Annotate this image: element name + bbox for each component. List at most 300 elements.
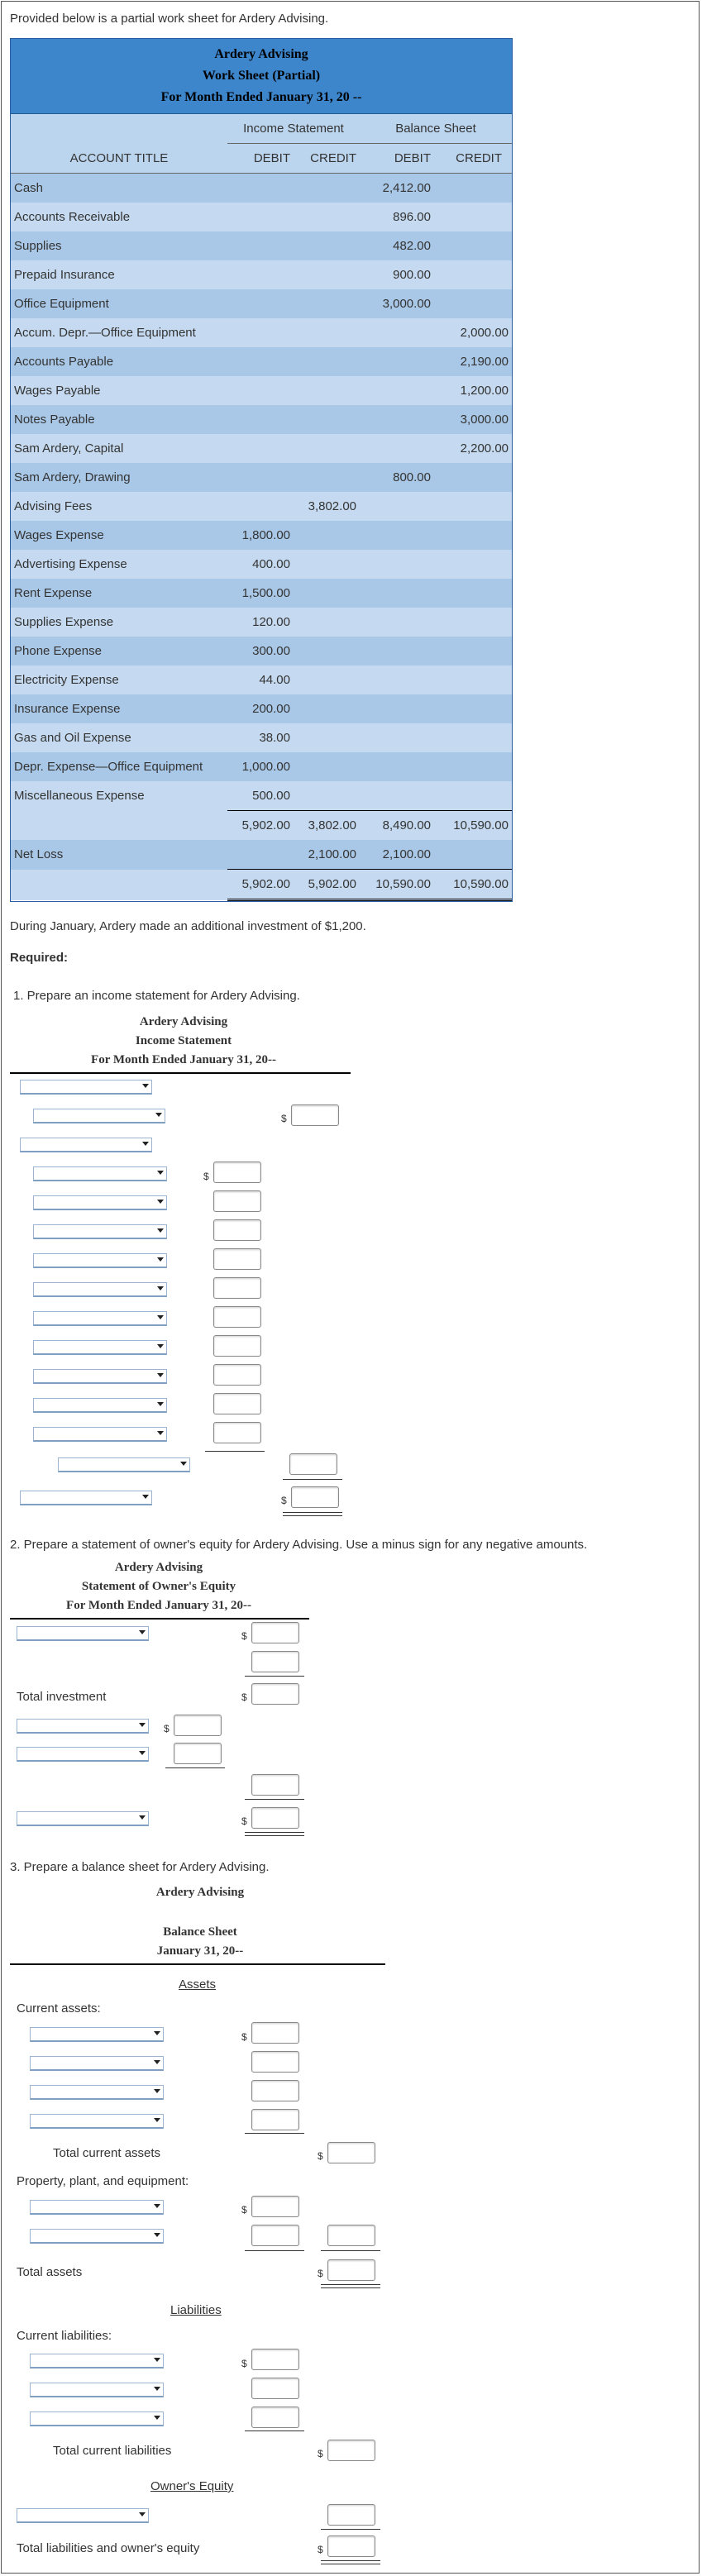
- is-credit-cell: 3,802.00: [294, 492, 360, 521]
- expense-amount-input[interactable]: [213, 1162, 261, 1183]
- bs-credit-cell: [434, 174, 512, 203]
- account-title-cell: Office Equipment: [11, 289, 227, 318]
- total-liab-oe-label: Total liabilities and owner's equity: [17, 2541, 200, 2555]
- is-credit-cell: [294, 174, 360, 203]
- net-loss-row: [11, 840, 512, 870]
- rule-line: [205, 1451, 265, 1452]
- bs-credit-cell: [434, 463, 512, 492]
- capital-ending-dropdown[interactable]: [17, 1811, 149, 1826]
- worksheet-header: [11, 39, 512, 114]
- account-title-cell: Accounts Receivable: [11, 203, 227, 231]
- q3-date: January 31, 20--: [156, 1944, 244, 1958]
- q2-title: Statement of Owner's Equity: [81, 1580, 236, 1593]
- worksheet-row: [11, 608, 512, 637]
- bs-credit-cell: 2,200.00: [434, 434, 512, 463]
- total-liab-oe-input[interactable]: [327, 2535, 375, 2557]
- is-credit-cell: [294, 579, 360, 608]
- bs-credit-total: 10,590.00: [434, 811, 512, 841]
- is-credit-cell: [294, 550, 360, 579]
- expense-account-dropdown[interactable]: [33, 1398, 167, 1413]
- dollar-sign: $: [318, 2544, 323, 2555]
- expense-amount-input[interactable]: [213, 1248, 261, 1270]
- is-debit-cell: 38.00: [227, 723, 294, 752]
- expense-amount-input[interactable]: [213, 1364, 261, 1386]
- capital-beginning-dropdown[interactable]: [17, 1626, 149, 1641]
- current-liability-input[interactable]: [251, 2407, 299, 2428]
- bs-debit-cell: 482.00: [360, 231, 434, 260]
- total-current-assets-label: Total current assets: [53, 2146, 161, 2160]
- is-credit-cell: [294, 318, 360, 347]
- bs-credit-cell: 1,200.00: [434, 376, 512, 405]
- worksheet-row: [11, 550, 512, 579]
- bs-credit-final: 10,590.00: [434, 870, 512, 900]
- worksheet-row: [11, 463, 512, 492]
- bs-debit-cell: [360, 434, 434, 463]
- bs-debit-cell: [360, 694, 434, 723]
- bs-debit-cell: 900.00: [360, 260, 434, 289]
- chevron-down-icon: [157, 1315, 164, 1319]
- chevron-down-icon: [154, 2060, 160, 2064]
- worksheet-row: [11, 752, 512, 781]
- chevron-down-icon: [157, 1431, 164, 1435]
- revenue-account-dropdown[interactable]: [33, 1109, 165, 1123]
- bs-credit-cell: [434, 521, 512, 550]
- q2-period: For Month Ended January 31, 20--: [66, 1599, 251, 1612]
- bs-credit-cell: [434, 665, 512, 694]
- worksheet-company: Ardery Advising: [214, 47, 308, 61]
- expense-account-dropdown[interactable]: [33, 1224, 167, 1239]
- worksheet-row: [11, 492, 512, 521]
- is-debit-cell: 1,500.00: [227, 579, 294, 608]
- total-current-liabilities-input[interactable]: [327, 2440, 375, 2461]
- bs-credit-cell: [434, 231, 512, 260]
- net-loss-is-credit: 2,100.00: [294, 840, 360, 870]
- current-liability-input[interactable]: [251, 2378, 299, 2399]
- chevron-down-icon: [157, 1344, 164, 1348]
- current-liability-dropdown[interactable]: [30, 2411, 164, 2426]
- expense-amount-input[interactable]: [213, 1277, 261, 1299]
- is-credit-header: CREDIT: [294, 144, 360, 174]
- is-debit-cell: [227, 463, 294, 492]
- expense-account-dropdown[interactable]: [33, 1195, 167, 1210]
- current-liabilities-label: Current liabilities:: [17, 2329, 112, 2343]
- bs-credit-cell: 3,000.00: [434, 405, 512, 434]
- chevron-down-icon: [157, 1286, 164, 1290]
- is-debit-cell: [227, 260, 294, 289]
- is-debit-cell: 1,800.00: [227, 521, 294, 550]
- bs-credit-cell: [434, 492, 512, 521]
- is-debit-cell: 500.00: [227, 781, 294, 811]
- account-title-cell: Sam Ardery, Drawing: [11, 463, 227, 492]
- bs-credit-cell: [434, 550, 512, 579]
- is-debit-total: 5,902.00: [227, 811, 294, 841]
- chevron-down-icon: [157, 1257, 164, 1262]
- total-assets-input[interactable]: [327, 2259, 375, 2281]
- bs-debit-cell: [360, 608, 434, 637]
- expense-amount-input[interactable]: [213, 1190, 261, 1212]
- is-debit-cell: [227, 289, 294, 318]
- is-credit-cell: [294, 521, 360, 550]
- drawing-dropdown[interactable]: [17, 1747, 149, 1762]
- is-debit-cell: [227, 174, 294, 203]
- q1-period: For Month Ended January 31, 20--: [91, 1053, 276, 1066]
- bs-credit-cell: [434, 781, 512, 811]
- ppe-label: Property, plant, and equipment:: [17, 2174, 189, 2188]
- bs-credit-cell: [434, 579, 512, 608]
- required-label: Required:: [10, 951, 69, 965]
- chevron-down-icon: [154, 2358, 160, 2362]
- dollar-sign: $: [241, 1691, 247, 1703]
- is-credit-cell: [294, 781, 360, 811]
- worksheet-row: [11, 174, 512, 203]
- current-asset-input[interactable]: [251, 2022, 299, 2044]
- current-asset-dropdown[interactable]: [30, 2085, 164, 2100]
- investment-note: During January, Ardery made an additional investment of $1,200.: [10, 919, 366, 933]
- worksheet-period: For Month Ended January 31, 20 --: [160, 90, 362, 104]
- current-liability-dropdown[interactable]: [30, 2354, 164, 2368]
- is-credit-cell: [294, 231, 360, 260]
- net-income-loss-dropdown[interactable]: [20, 1491, 152, 1505]
- blank-cell: [11, 811, 227, 841]
- bs-debit-cell: [360, 347, 434, 376]
- bs-debit-cell: [360, 318, 434, 347]
- rule-line: [245, 2133, 304, 2134]
- expense-amount-input[interactable]: [213, 1219, 261, 1241]
- bs-debit-final: 10,590.00: [360, 870, 434, 900]
- current-liability-dropdown[interactable]: [30, 2383, 164, 2397]
- bs-credit-cell: [434, 260, 512, 289]
- current-asset-dropdown[interactable]: [30, 2027, 164, 2042]
- account-title-cell: Cash: [11, 174, 227, 203]
- dollar-sign: $: [241, 2204, 247, 2216]
- accum-depr-dropdown[interactable]: [30, 2229, 164, 2244]
- total-assets-label: Total assets: [17, 2265, 83, 2279]
- is-debit-cell: [227, 405, 294, 434]
- worksheet: [10, 38, 513, 902]
- worksheet-row: [11, 347, 512, 376]
- is-credit-total: 3,802.00: [294, 811, 360, 841]
- chevron-down-icon: [139, 1630, 146, 1634]
- rule-line: [245, 1676, 304, 1677]
- is-debit-cell: 400.00: [227, 550, 294, 579]
- worksheet-row: [11, 203, 512, 231]
- is-credit-final: 5,902.00: [294, 870, 360, 900]
- rule-line: [321, 2529, 380, 2530]
- total-revenue-input[interactable]: [291, 1104, 339, 1126]
- chevron-down-icon: [155, 1113, 162, 1117]
- q3-prompt: 3. Prepare a balance sheet for Ardery Advising.: [10, 1860, 270, 1874]
- bs-debit-cell: [360, 405, 434, 434]
- total-investment-label: Total investment: [17, 1690, 107, 1704]
- double-rule-line: [245, 1832, 304, 1836]
- is-debit-cell: [227, 492, 294, 521]
- owners-equity-heading: Owner's Equity: [150, 2479, 234, 2493]
- is-credit-cell: [294, 463, 360, 492]
- dollar-sign: $: [241, 1815, 247, 1827]
- bs-debit-cell: [360, 550, 434, 579]
- chevron-down-icon: [154, 2118, 160, 2122]
- chevron-down-icon: [142, 1084, 149, 1088]
- account-title-cell: Supplies Expense: [11, 608, 227, 637]
- is-credit-cell: [294, 376, 360, 405]
- is-credit-cell: [294, 723, 360, 752]
- expense-account-dropdown[interactable]: [33, 1427, 167, 1442]
- net-loss-dropdown[interactable]: [17, 1719, 149, 1734]
- intro-text: Provided below is a partial work sheet for Ardery Advising.: [10, 12, 329, 26]
- q2-prompt: 2. Prepare a statement of owner's equity for Ardery Advising. Use a minus sign for any negative amounts.: [10, 1538, 588, 1552]
- expense-account-dropdown[interactable]: [33, 1369, 167, 1384]
- current-asset-input[interactable]: [251, 2080, 299, 2101]
- bs-debit-cell: 3,000.00: [360, 289, 434, 318]
- liabilities-heading: Liabilities: [170, 2303, 222, 2317]
- worksheet-row: [11, 723, 512, 752]
- worksheet-totals-row: [11, 811, 512, 841]
- chevron-down-icon: [154, 2233, 160, 2237]
- owner-capital-dropdown[interactable]: [17, 2508, 149, 2523]
- q1-title: Income Statement: [135, 1034, 232, 1047]
- net-loss-bs-debit: 2,100.00: [360, 840, 434, 870]
- is-debit-final: 5,902.00: [227, 870, 294, 900]
- dollar-sign: $: [164, 1723, 170, 1734]
- account-title-cell: Sam Ardery, Capital: [11, 434, 227, 463]
- dollar-sign: $: [241, 2358, 247, 2369]
- worksheet-row: [11, 781, 512, 811]
- chevron-down-icon: [142, 1495, 149, 1499]
- blank-cell: [434, 840, 512, 870]
- account-title-cell: Rent Expense: [11, 579, 227, 608]
- expense-amount-input[interactable]: [213, 1422, 261, 1443]
- assets-heading: Assets: [179, 1977, 217, 1992]
- net-income-loss-input[interactable]: [291, 1486, 339, 1508]
- expense-account-dropdown[interactable]: [33, 1282, 167, 1297]
- expenses-heading-dropdown[interactable]: [20, 1138, 152, 1152]
- bs-credit-cell: [434, 694, 512, 723]
- bs-debit-cell: [360, 723, 434, 752]
- chevron-down-icon: [154, 2416, 160, 2420]
- is-debit-cell: [227, 347, 294, 376]
- total-expenses-input[interactable]: [289, 1453, 337, 1475]
- q3-title: Balance Sheet: [163, 1925, 237, 1939]
- net-ppe-input[interactable]: [327, 2225, 375, 2246]
- is-debit-cell: [227, 203, 294, 231]
- bs-debit-total: 8,490.00: [360, 811, 434, 841]
- blank-cell: [227, 840, 294, 870]
- is-credit-cell: [294, 752, 360, 781]
- is-debit-cell: 300.00: [227, 637, 294, 665]
- rule-line: [321, 2250, 380, 2251]
- chevron-down-icon: [142, 1142, 149, 1146]
- is-credit-cell: [294, 434, 360, 463]
- account-title-cell: Notes Payable: [11, 405, 227, 434]
- decrease-capital-input[interactable]: [251, 1774, 299, 1796]
- worksheet-final-row: [11, 870, 512, 900]
- capital-beginning-input[interactable]: [251, 1622, 299, 1643]
- is-credit-cell: [294, 203, 360, 231]
- expense-amount-input[interactable]: [213, 1335, 261, 1357]
- current-asset-input[interactable]: [251, 2109, 299, 2130]
- bs-debit-cell: [360, 781, 434, 811]
- drawing-input[interactable]: [174, 1743, 222, 1764]
- bs-debit-cell: [360, 637, 434, 665]
- worksheet-row: [11, 231, 512, 260]
- is-debit-cell: [227, 376, 294, 405]
- is-debit-cell: 200.00: [227, 694, 294, 723]
- chevron-down-icon: [139, 1815, 146, 1820]
- bs-credit-cell: [434, 723, 512, 752]
- is-debit-cell: [227, 434, 294, 463]
- double-rule-line: [283, 1512, 342, 1516]
- current-liability-input[interactable]: [251, 2349, 299, 2370]
- chevron-down-icon: [157, 1402, 164, 1406]
- worksheet-row: [11, 318, 512, 347]
- chevron-down-icon: [139, 1751, 146, 1755]
- bs-debit-cell: [360, 376, 434, 405]
- account-title-cell: Phone Expense: [11, 637, 227, 665]
- expense-account-dropdown[interactable]: [33, 1253, 167, 1268]
- income-statement-header: Income Statement: [227, 114, 360, 144]
- accum-depr-input[interactable]: [251, 2225, 299, 2246]
- worksheet-group-header-row: [11, 114, 512, 144]
- bs-credit-cell: [434, 203, 512, 231]
- balance-sheet-header: Balance Sheet: [360, 114, 512, 144]
- current-asset-input[interactable]: [251, 2051, 299, 2073]
- is-debit-cell: 120.00: [227, 608, 294, 637]
- worksheet-row: [11, 665, 512, 694]
- bs-credit-cell: [434, 289, 512, 318]
- account-title-cell: Miscellaneous Expense: [11, 781, 227, 811]
- is-debit-cell: [227, 231, 294, 260]
- worksheet-title: Work Sheet (Partial): [202, 69, 321, 83]
- account-title-cell: Gas and Oil Expense: [11, 723, 227, 752]
- dollar-sign: $: [241, 1630, 247, 1642]
- expense-account-dropdown[interactable]: [33, 1340, 167, 1355]
- investment-input[interactable]: [251, 1651, 299, 1672]
- owner-capital-input[interactable]: [327, 2504, 375, 2526]
- total-expenses-dropdown[interactable]: [58, 1457, 190, 1472]
- is-credit-cell: [294, 694, 360, 723]
- double-rule-line: [321, 2284, 380, 2288]
- account-title-cell: Wages Payable: [11, 376, 227, 405]
- bs-debit-cell: [360, 752, 434, 781]
- bs-credit-cell: [434, 752, 512, 781]
- chevron-down-icon: [154, 2204, 160, 2208]
- bs-credit-cell: 2,190.00: [434, 347, 512, 376]
- worksheet-row: [11, 694, 512, 723]
- account-title-cell: Accounts Payable: [11, 347, 227, 376]
- bs-debit-cell: [360, 492, 434, 521]
- chevron-down-icon: [139, 1723, 146, 1727]
- worksheet-row: [11, 260, 512, 289]
- dollar-sign: $: [318, 2448, 323, 2459]
- blank-cell: [11, 870, 227, 900]
- chevron-down-icon: [157, 1171, 164, 1175]
- total-current-liabilities-label: Total current liabilities: [53, 2444, 172, 2458]
- is-credit-cell: [294, 347, 360, 376]
- worksheet-row: [11, 434, 512, 463]
- account-title-cell: Wages Expense: [11, 521, 227, 550]
- chevron-down-icon: [154, 2089, 160, 2093]
- account-title-cell: Prepaid Insurance: [11, 260, 227, 289]
- rule-line: [245, 1799, 304, 1800]
- is-debit-header: DEBIT: [227, 144, 294, 174]
- bs-debit-cell: 800.00: [360, 463, 434, 492]
- bs-credit-cell: [434, 608, 512, 637]
- bs-debit-cell: [360, 665, 434, 694]
- net-loss-label: Net Loss: [11, 840, 227, 870]
- worksheet-column-header-row: [11, 144, 512, 174]
- is-credit-cell: [294, 260, 360, 289]
- dollar-sign: $: [318, 2268, 323, 2279]
- revenue-heading-dropdown[interactable]: [20, 1080, 152, 1095]
- expense-account-dropdown[interactable]: [33, 1166, 167, 1181]
- rule-line: [283, 1479, 342, 1480]
- account-title-cell: Advising Fees: [11, 492, 227, 521]
- chevron-down-icon: [154, 2387, 160, 2391]
- bs-debit-cell: 2,412.00: [360, 174, 434, 203]
- net-loss-input[interactable]: [174, 1715, 222, 1736]
- q3-company: Ardery Advising: [155, 1886, 245, 1899]
- account-title-cell: Depr. Expense—Office Equipment: [11, 752, 227, 781]
- ppe-asset-dropdown[interactable]: [30, 2200, 164, 2215]
- is-credit-cell: [294, 665, 360, 694]
- bs-credit-cell: 2,000.00: [434, 318, 512, 347]
- q1-company: Ardery Advising: [139, 1015, 228, 1028]
- chevron-down-icon: [157, 1228, 164, 1233]
- expense-amount-input[interactable]: [213, 1393, 261, 1414]
- total-current-assets-input[interactable]: [327, 2142, 375, 2163]
- is-credit-cell: [294, 608, 360, 637]
- account-title-header: ACCOUNT TITLE: [11, 144, 227, 174]
- bs-debit-cell: 896.00: [360, 203, 434, 231]
- is-debit-cell: 44.00: [227, 665, 294, 694]
- is-debit-cell: [227, 318, 294, 347]
- ppe-asset-input[interactable]: [251, 2196, 299, 2217]
- is-credit-cell: [294, 637, 360, 665]
- dollar-sign: $: [281, 1495, 287, 1506]
- bs-credit-cell: [434, 637, 512, 665]
- is-credit-cell: [294, 289, 360, 318]
- rule-line: [165, 1767, 225, 1768]
- current-asset-dropdown[interactable]: [30, 2114, 164, 2129]
- worksheet-row: [11, 376, 512, 405]
- bs-credit-header: CREDIT: [434, 144, 512, 174]
- expense-amount-input[interactable]: [213, 1306, 261, 1328]
- is-debit-cell: 1,000.00: [227, 752, 294, 781]
- account-title-cell: Advertising Expense: [11, 550, 227, 579]
- current-asset-dropdown[interactable]: [30, 2056, 164, 2071]
- worksheet-table: [11, 114, 512, 901]
- account-title-cell: Accum. Depr.—Office Equipment: [11, 318, 227, 347]
- total-investment-input[interactable]: [251, 1683, 299, 1705]
- expense-account-dropdown[interactable]: [33, 1311, 167, 1326]
- chevron-down-icon: [157, 1373, 164, 1377]
- worksheet-row: [11, 521, 512, 550]
- account-title-cell: Insurance Expense: [11, 694, 227, 723]
- q2-company: Ardery Advising: [114, 1561, 203, 1574]
- is-credit-cell: [294, 405, 360, 434]
- capital-ending-input[interactable]: [251, 1807, 299, 1829]
- worksheet-row: [11, 289, 512, 318]
- chevron-down-icon: [157, 1200, 164, 1204]
- chevron-down-icon: [139, 2512, 146, 2516]
- dollar-sign: $: [241, 2031, 247, 2043]
- rule-line: [245, 2250, 304, 2251]
- q1-prompt: 1. Prepare an income statement for Ardery Advising.: [13, 989, 300, 1003]
- bs-debit-cell: [360, 579, 434, 608]
- worksheet-row: [11, 405, 512, 434]
- worksheet-row: [11, 579, 512, 608]
- dollar-sign: $: [281, 1113, 287, 1124]
